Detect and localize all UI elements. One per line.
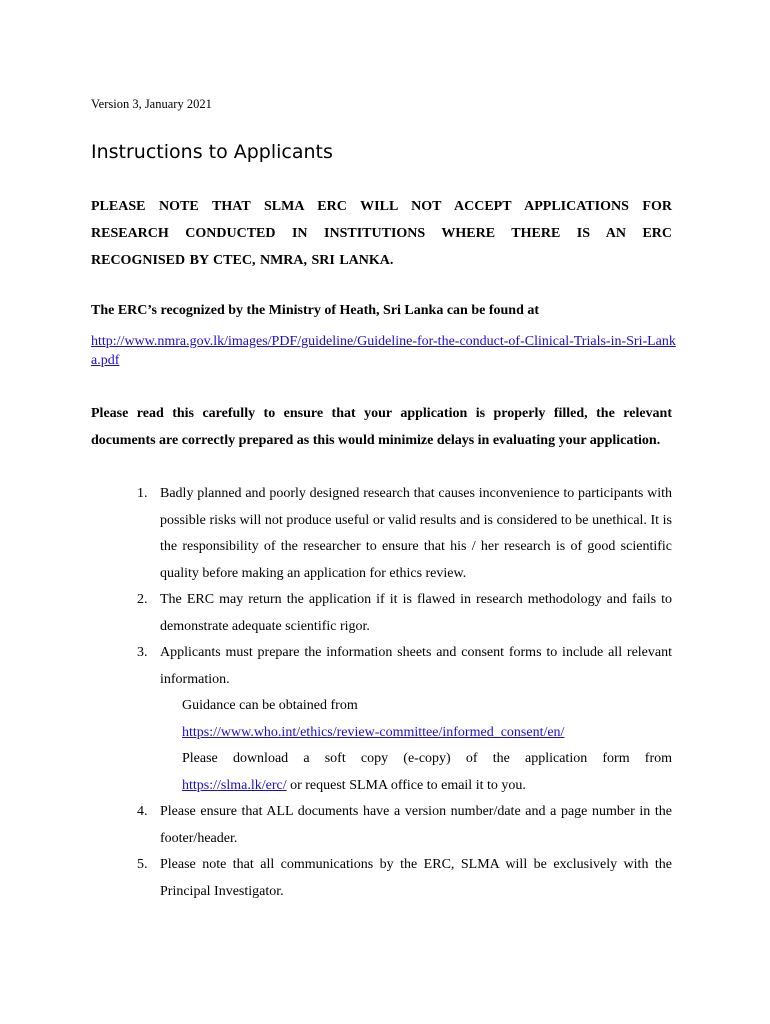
instructions-list bbox=[91, 481, 672, 905]
notice-paragraph: PLEASE NOTE THAT SLMA ERC WILL NOT ACCEPT APPLICATIONS FOR RESEARCH CONDUCTED IN INSTITUTIONS WHERE THERE IS AN ERC RECOGNISED BY CTEC, NMRA, SRI LANKA. bbox=[91, 199, 672, 268]
list-item-number: 2. bbox=[137, 592, 148, 607]
list-item-number: 5. bbox=[137, 857, 148, 872]
list-item bbox=[91, 640, 672, 799]
version-label: Version 3, January 2021 bbox=[91, 97, 212, 111]
read-carefully-paragraph: Please read this carefully to ensure that your application is properly filled, the relevant documents are correctly prepared as this would minimize delays in evaluating your application. bbox=[91, 406, 672, 448]
slma-erc-link[interactable]: https://slma.lk/erc/ bbox=[182, 777, 287, 793]
list-item-text: Applicants must prepare the information sheets and consent forms to include all relevant information. bbox=[160, 645, 672, 687]
page-title: Instructions to Applicants bbox=[91, 141, 333, 163]
list-item-number: 4. bbox=[137, 804, 148, 819]
list-item bbox=[91, 481, 672, 587]
download-suffix: or request SLMA office to email it to you. bbox=[286, 777, 526, 793]
list-item-text: Please note that all communications by the ERC, SLMA will be exclusively with the Principal Investigator. bbox=[160, 857, 672, 899]
download-text: Please download a soft copy (e-copy) of the application form from bbox=[182, 751, 672, 766]
download-line bbox=[182, 773, 672, 800]
list-item-number: 1. bbox=[137, 486, 148, 501]
list-item-text: The ERC may return the application if it is flawed in research methodology and fails to demonstrate adequate scientific rigor. bbox=[160, 592, 672, 634]
list-item bbox=[91, 852, 672, 905]
ercs-heading: The ERC’s recognized by the Ministry of Heath, Sri Lanka can be found at bbox=[91, 303, 540, 318]
list-item-number: 3. bbox=[137, 645, 148, 660]
list-item-text: Please ensure that ALL documents have a version number/date and a page number in the footer/header. bbox=[160, 804, 672, 846]
list-item-text: Badly planned and poorly designed research that causes inconvenience to participants with possible risks will not produce useful or valid results and is considered to be unethical. It is the responsibility of the researcher to ensure that his / her research is of good scientific quality before making an application for ethics review. bbox=[160, 486, 672, 581]
guidance-block bbox=[160, 693, 672, 799]
who-informed-consent-link[interactable]: https://www.who.int/ethics/review-committee/informed_consent/en/ bbox=[182, 724, 565, 740]
nmra-guideline-link[interactable]: http://www.nmra.gov.lk/images/PDF/guideline/Guideline-for-the-conduct-of-Clinical-Trials-in-Sri-Lanka.pdf bbox=[91, 334, 676, 368]
list-item bbox=[91, 799, 672, 852]
guidance-label: Guidance can be obtained from bbox=[182, 698, 358, 713]
list-item bbox=[91, 587, 672, 640]
